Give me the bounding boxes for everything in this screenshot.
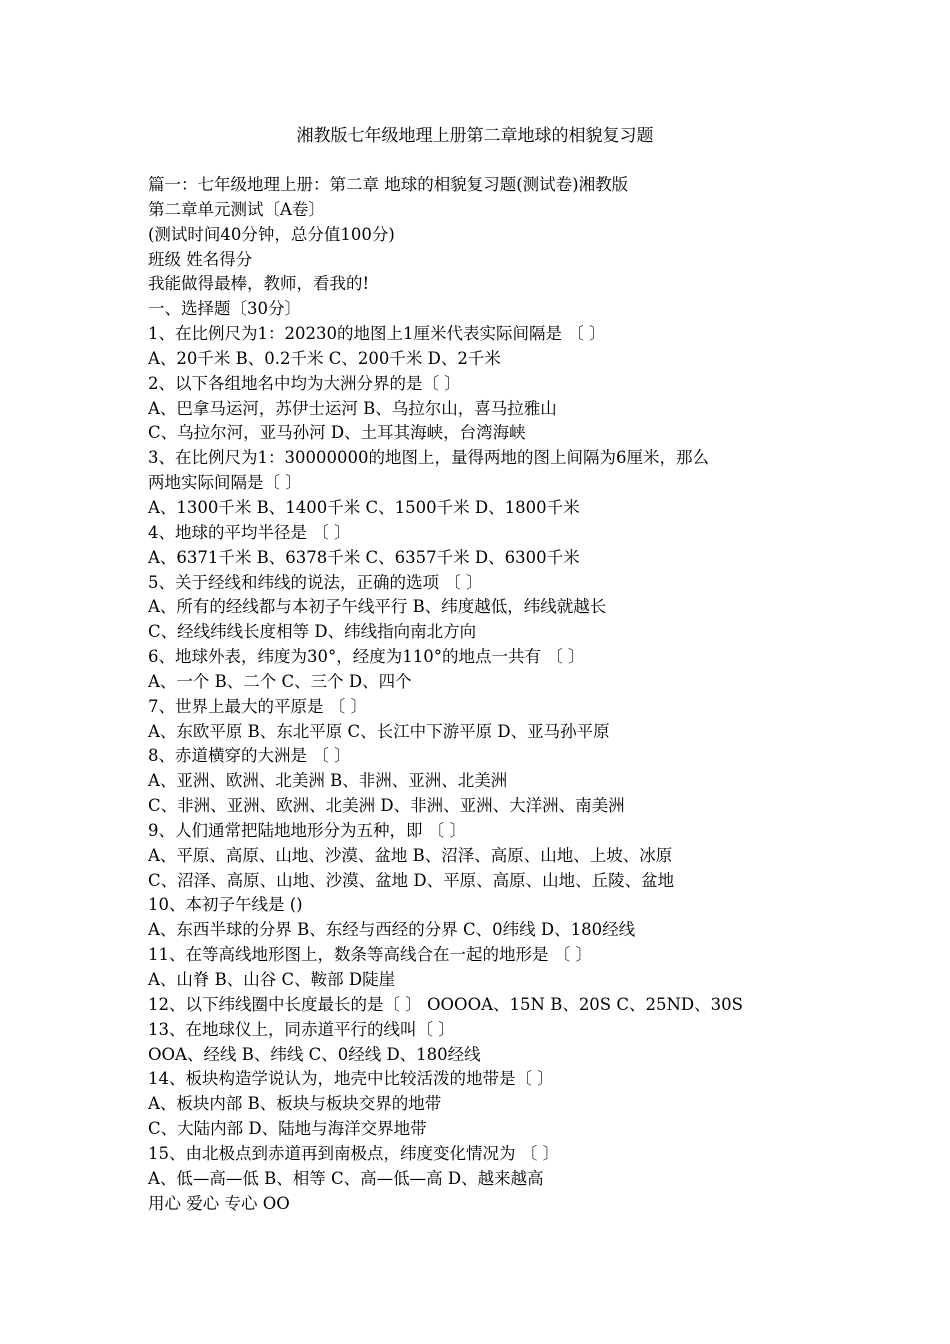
text-line: A、20千米 B、0.2千米 C、200千米 D、2千米 — [148, 348, 501, 368]
text-line: 7、世界上最大的平原是 〔 〕 — [148, 696, 367, 716]
text-line: 8、赤道横穿的大洲是 〔 〕 — [148, 746, 351, 766]
text-line: C、经线纬线长度相等 D、纬线指向南北方向 — [148, 622, 477, 642]
text-line: 12、以下纬线圈中长度最长的是〔 〕 OOOOA、15N B、20S C、25ND、30S — [148, 994, 743, 1014]
document-body — [148, 173, 828, 1216]
text-line: A、巴拿马运河，苏伊士运河 B、乌拉尔山，喜马拉雅山 — [148, 398, 557, 418]
text-line: 9、人们通常把陆地地形分为五种，即 〔 〕 — [148, 820, 466, 840]
text-line: A、一个 B、二个 C、三个 D、四个 — [148, 671, 412, 691]
text-line: 班级 姓名得分 — [148, 249, 253, 269]
text-line: A、亚洲、欧洲、北美洲 B、非洲、亚洲、北美洲 — [148, 771, 508, 791]
text-line: 5、关于经线和纬线的说法，正确的选项 〔 〕 — [148, 572, 483, 592]
text-line: A、东欧平原 B、东北平原 C、长江中下游平原 D、亚马孙平原 — [148, 721, 610, 741]
text-line: 3、在比例尺为1：30000000的地图上，量得两地的图上间隔为6厘米，那么 — [148, 448, 709, 468]
text-line: (测试时间40分钟，总分值100分) — [148, 224, 395, 244]
text-line: A、山脊 B、山谷 C、鞍部 D陡崖 — [148, 970, 396, 989]
text-line: 14、板块构造学说认为，地壳中比较活泼的地带是〔 〕 — [148, 1069, 554, 1089]
text-line: 13、在地球仪上，同赤道平行的线叫〔 〕 — [148, 1019, 455, 1039]
text-line: A、低—高—低 B、相等 C、高—低—高 D、越来越高 — [148, 1168, 544, 1188]
text-line: 15、由北极点到赤道再到南极点，纬度变化情况为 〔 〕 — [148, 1143, 559, 1163]
document-title: 湘教版七年级地理上册第二章地球的相貌复习题 — [296, 126, 654, 146]
text-line: 10、本初子午线是 () — [148, 895, 303, 915]
text-line: C、沼泽、高原、山地、沙漠、盆地 D、平原、高原、山地、丘陵、盆地 — [148, 870, 675, 890]
text-line: C、乌拉尔河，亚马孙河 D、土耳其海峡，台湾海峡 — [148, 423, 526, 443]
text-line: A、板块内部 B、板块与板块交界的地带 — [148, 1094, 442, 1114]
text-line: 6、地球外表，纬度为30°，经度为110°的地点一共有 〔 〕 — [148, 647, 585, 667]
text-line: 2、以下各组地名中均为大洲分界的是〔 〕 — [148, 373, 461, 393]
text-line: 1、在比例尺为1：20230的地图上1厘米代表实际间隔是 〔 〕 — [148, 324, 606, 344]
text-line: A、1300千米 B、1400千米 C、1500千米 D、1800千米 — [148, 497, 580, 517]
text-line: 我能做得最棒，教师，看我的! — [148, 274, 370, 294]
text-line: 用心 爱心 专心 OO — [148, 1193, 290, 1213]
text-line: C、大陆内部 D、陆地与海洋交界地带 — [148, 1119, 427, 1139]
text-line: 篇一：七年级地理上册：第二章 地球的相貌复习题(测试卷)湘教版 — [148, 175, 629, 194]
text-line: A、东西半球的分界 B、东经与西经的分界 C、0纬线 D、180经线 — [148, 920, 636, 940]
text-line: 第二章单元测试〔A卷〕 — [148, 199, 325, 219]
text-line: OOA、经线 B、纬线 C、0经线 D、180经线 — [148, 1044, 481, 1064]
text-line: A、所有的经线都与本初子午线平行 B、纬度越低，纬线就越长 — [148, 597, 607, 617]
text-line: 两地实际间隔是〔 〕 — [148, 473, 302, 493]
text-line: A、6371千米 B、6378千米 C、6357千米 D、6300千米 — [148, 547, 580, 567]
text-line: 4、地球的平均半径是 〔 〕 — [148, 522, 351, 542]
text-line: A、平原、高原、山地、沙漠、盆地 B、沼泽、高原、山地、上坡、冰原 — [148, 845, 673, 865]
text-line: 11、在等高线地形图上，数条等高线合在一起的地形是 〔 〕 — [148, 945, 592, 965]
text-line: C、非洲、亚洲、欧洲、北美洲 D、非洲、亚洲、大洋洲、南美洲 — [148, 796, 625, 816]
text-line: 一、选择题〔30分〕 — [148, 299, 301, 319]
